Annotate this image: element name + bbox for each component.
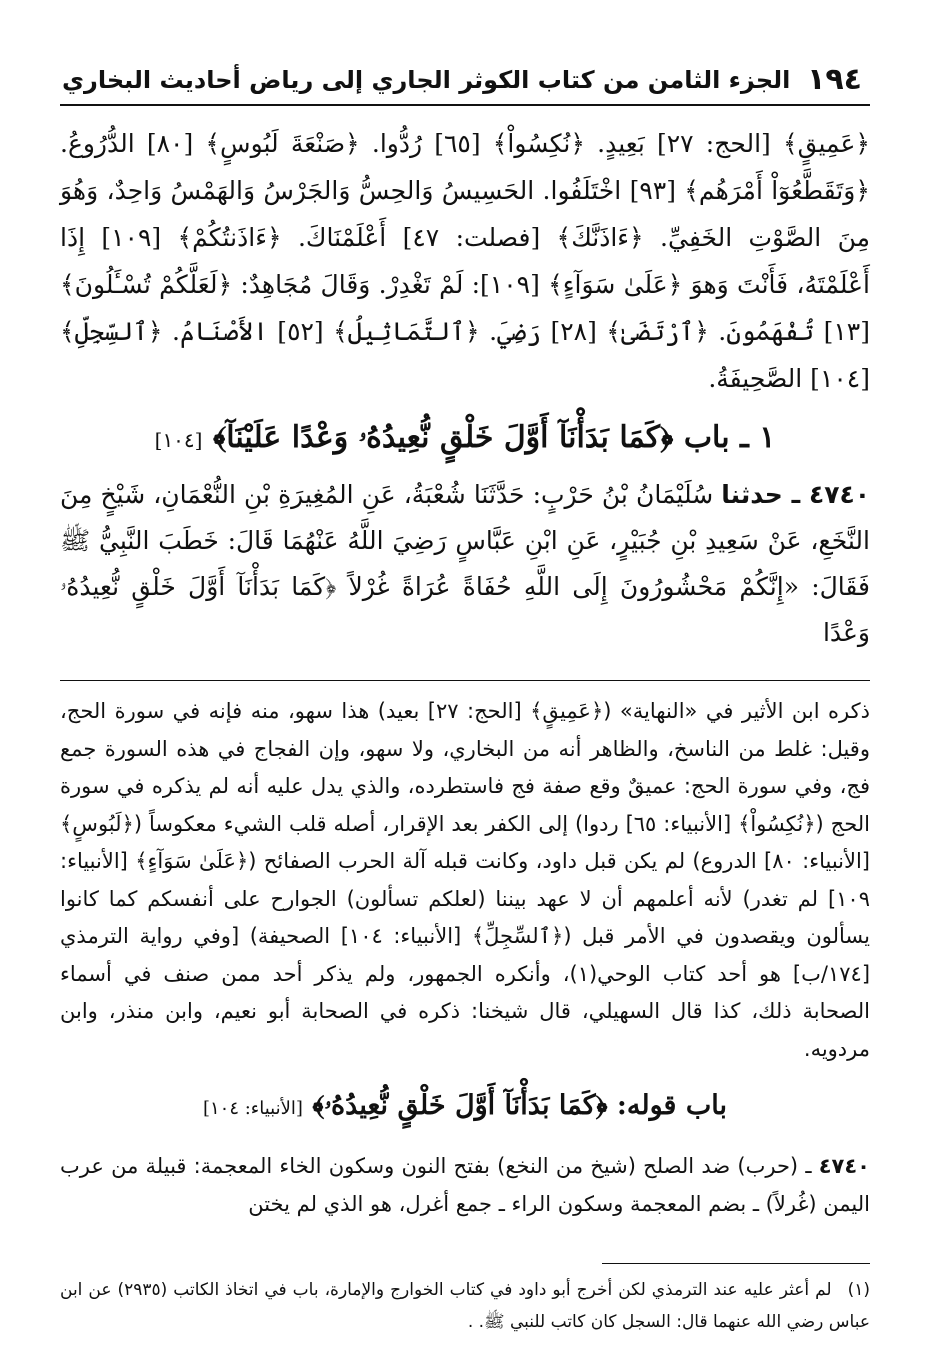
hadith-commentary-number: ٤٧٤٠	[818, 1154, 870, 1178]
chapter-title: ١ ـ باب ﴿كَمَا بَدَأْنَآ أَوَّلَ خَلْقٍ نُّعِيدُهُۥ وَعْدًا عَلَيْنَآ﴾	[212, 420, 776, 455]
footnote-text: لم أعثر عليه عند الترمذي لكن أخرج أبو داود في كتاب الخوارج والإمارة، باب في اتخاذ الكاتب (٢٩٣٥) عن ابن عباس رضي الله عنهما قال: السجل كان كاتب للنبي ﷺ. .	[60, 1280, 870, 1332]
book-page	[60, 58, 870, 1338]
footnote-divider	[602, 1263, 870, 1264]
chapter-ref: [١٠٤]	[154, 428, 203, 452]
hadith-number: ٤٧٤٠ ـ حدثنا	[721, 480, 871, 509]
commentary-paragraph: ذكره ابن الأثير في «النهاية» (﴿عَمِيقٍ﴾ [الحج: ٢٧] بعيد) هذا سهو، منه فإنه في سورة الحج، وقيل: غلط من الناسخ، والظاهر أنه من البخاري، ولا سهو، وإن الفجاج في هذه السورة جمع فج، وفي سورة الحج: عميقٌ وقع صفة فج فاستطرده، والذي يدل عليه أنه لم يذكره في سورة الحج (﴿نُكِسُواْ﴾ [الأنبياء: ٦٥] ردوا) إلى الكفر بعد الإقرار، أصله قلب الشيء معكوساً (﴿لَبُوسٍ﴾ [الأنبياء: ٨٠] الدروع) لم يكن قبل داود، وكانت قبله آلة الحرب الصفائح (﴿عَلَىٰ سَوَآءٍ﴾ [الأنبياء: ١٠٩] لم تغدر) لأنه أعلمهم أن لا عهد بيننا (لعلكم تسألون) الجوارح على أنفسكم كما كانوا يسألون ويقصدون في الأمر قبل (﴿ٱلسِّجِلِّ﴾ [الأنبياء: ١٠٤] الصحيفة) [وفي رواية الترمذي [١٧٤/ب] هو أحد كتاب الوحي(١)، وأنكره الجمهور، ولم يذكر أحد ممن صنف في أسماء الصحابة ذلك، كذا قال السهيلي، قال شيخنا: ذكره في الصحابة أبو نعيم، وابن منذر، وابن مردويه.	[60, 699, 871, 1061]
chapter-heading	[60, 410, 870, 468]
hadith-commentary	[60, 1147, 870, 1223]
hadith-text	[60, 472, 870, 656]
sub-chapter-heading	[60, 1078, 870, 1137]
running-title: الجزء الثامن من كتاب الكوثر الجاري إلى رياض أحاديث البخاري	[62, 66, 791, 94]
sub-chapter-ref: [الأنبياء: ١٠٤]	[202, 1098, 303, 1119]
sub-chapter-title: باب قوله: ﴿كَمَا بَدَأْنَآ أَوَّلَ خَلْقٍ نُّعِيدُهُۥ﴾	[312, 1090, 728, 1121]
page-number: ١٩٤	[807, 62, 862, 97]
main-paragraph: ﴿عَمِيقٍ﴾ [الحج: ٢٧] بَعِيدٍ. ﴿نُكِسُواْ﴾ [٦٥] رُدُّوا. ﴿صَنْعَةَ لَبُوسٍ﴾ [٨٠] الدُّرُوعُ. ﴿وَتَقَطَّعُوٓاْ أَمْرَهُم﴾ [٩٣] اخْتَلَفُوا. الحَسِيسُ وَالحِسُّ وَالجَرْسُ وَالهَمْسُ وَاحِدٌ، وَهُوَ مِنَ الصَّوْتِ الخَفِيِّ. ﴿ءَاذَنَّكَ﴾ [فصلت: ٤٧] أَعْلَمْنَاكَ. ﴿ءَاذَنتُكُمْ﴾ [١٠٩] إِذَا أَعْلَمْتَهُ، فَأَنْتَ وَهوَ ﴿عَلَىٰ سَوَآءٍ﴾ [١٠٩]: لَمْ تَغْدِرْ. وَقَالَ مُجَاهِدٌ: ﴿لَعَلَّكُمْ تُسْـَٔلُونَ﴾ [١٣] تُفْهَمُونَ. ﴿ٱرْتَضَىٰ﴾ [٢٨] رَضِيَ. ﴿ٱلتَّمَاثِيلُ﴾ [٥٢] الأَصْنَامُ. ﴿ٱلسِّجِلِّ﴾ [١٠٤] الصَّحِيفَةُ.	[60, 129, 871, 393]
hadith-body: سُلَيْمَانُ بْنُ حَرْبٍ: حَدَّثَنَا شُعْبَةُ، عَنِ المُغِيرَةِ بْنِ النُّعْمَانِ، شَيْخٍ مِنَ النَّخَعِ، عَنْ سَعِيدِ بْنِ جُبَيْرٍ، عَنِ ابْنِ عَبَّاسٍ رَضِيَ اللَّهُ عَنْهُمَا قَالَ: خَطَبَ النَّبِيُّ ﷺ فَقَالَ: «إِنَّكُمْ مَحْشُورُونَ إِلَى اللَّهِ حُفَاةً عُرَاةً غُرْلاً ﴿كَمَا بَدَأْنَآ أَوَّلَ خَلْقٍ نُّعِيدُهُۥ وَعْدًا	[60, 480, 870, 647]
page-header	[60, 58, 870, 106]
commentary-divider	[60, 680, 870, 681]
commentary	[60, 693, 870, 1068]
hadith-commentary-body: ـ (حرب) ضد الصلح (شيخ من النخع) بفتح النون وسكون الخاء المعجمة: قبيلة من عرب اليمن (غُرلاً) ـ بضم المعجمة وسكون الراء ـ جمع أغرل، هو الذي لم يختن	[60, 1154, 870, 1216]
footnote-number: (١)	[847, 1280, 870, 1300]
footnote	[60, 1274, 870, 1338]
main-text	[60, 120, 870, 402]
